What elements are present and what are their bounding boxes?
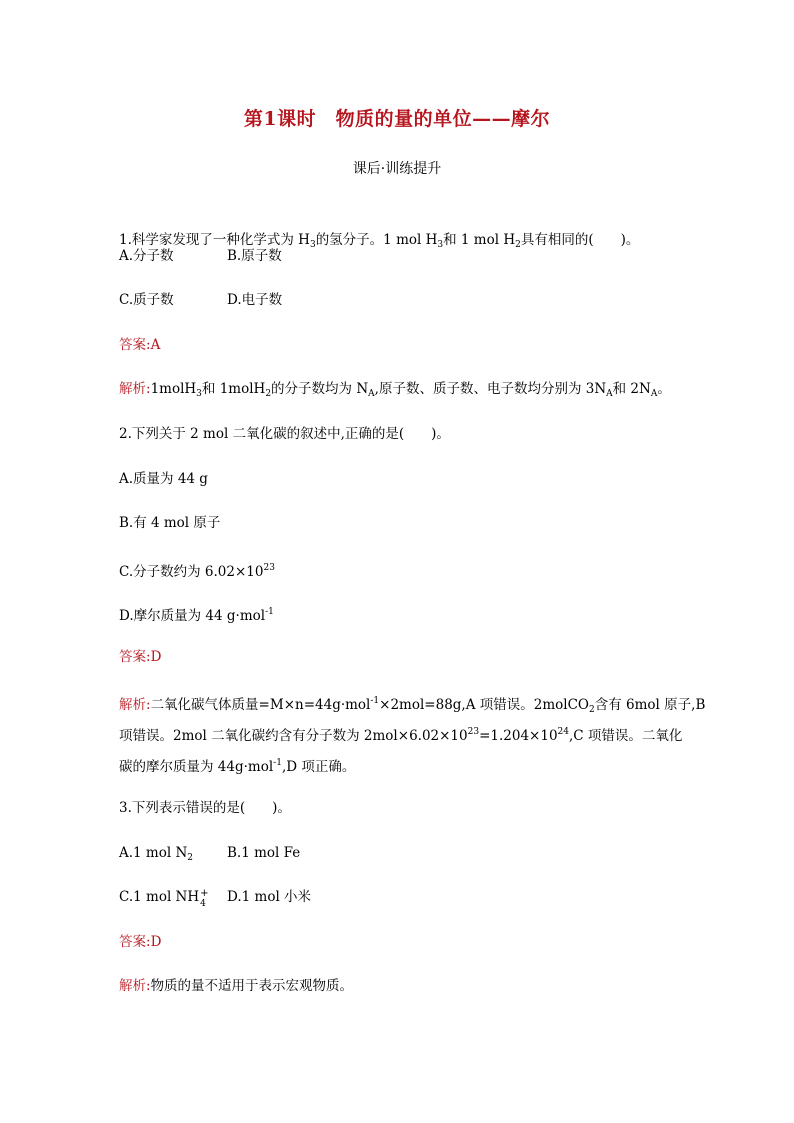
analysis-text: 二氧化碳气体质量=M×n=44g·mol <box>150 697 371 713</box>
q2-option-a: A.质量为 44 g <box>119 471 208 487</box>
q3-option-b: B.1 mol Fe <box>227 845 301 861</box>
analysis-text: =1.204×10 <box>479 728 558 744</box>
analysis-label: 解析: <box>119 381 151 397</box>
ion-charge <box>199 887 211 909</box>
subscript: 3 <box>437 240 444 250</box>
q3-option-c <box>119 888 211 909</box>
page-title: 第1课时 物质的量的单位——摩尔 <box>243 108 551 130</box>
q2-analysis-line-2 <box>119 722 682 746</box>
q2-option-b: B.有 4 mol 原子 <box>119 515 221 531</box>
q1-option-b: B.原子数 <box>227 248 282 264</box>
subscript: 2 <box>187 853 194 863</box>
option-text: D.摩尔质量为 44 g·mol <box>119 608 266 624</box>
q1-options-row-2 <box>119 290 283 310</box>
q1-stem-text: 1.科学家发现了一种化学式为 H <box>119 232 310 248</box>
q3-options-row-2 <box>119 887 312 909</box>
superscript: -1 <box>370 696 380 706</box>
analysis-label: 解析: <box>119 697 151 713</box>
answer-value: A <box>150 337 161 353</box>
analysis-text: 1molH <box>150 381 197 397</box>
q3-option-d: D.1 mol 小米 <box>227 889 312 905</box>
q3-option-a <box>119 845 193 861</box>
analysis-text: 碳的摩尔质量为 44g·mol <box>119 759 274 775</box>
option-text: C.分子数约为 6.02×10 <box>119 564 264 580</box>
superscript: 23 <box>467 727 480 737</box>
page-subtitle: 课后·训练提升 <box>352 161 442 177</box>
superscript: -1 <box>265 607 274 617</box>
q1-stem <box>119 230 639 255</box>
q1-option-c: C.质子数 <box>119 292 174 308</box>
answer-value: D <box>150 649 162 665</box>
option-text: C.1 mol NH <box>119 889 200 905</box>
q1-option-a: A.分子数 <box>119 248 174 264</box>
q1-stem-text: 的氢分子。1 mol H <box>315 232 438 248</box>
analysis-text: 和 2N <box>612 381 651 397</box>
subscript: 2 <box>515 240 521 250</box>
option-text: A.1 mol N <box>119 845 188 861</box>
q1-answer <box>119 335 160 355</box>
subscript: A <box>368 389 375 399</box>
analysis-text: 物质的量不适用于表示宏观物质。 <box>150 978 354 994</box>
analysis-text: 项错误。2mol 二氧化碳约含有分子数为 2mol×6.02×10 <box>119 728 468 744</box>
subscript: 2 <box>265 389 272 399</box>
answer-label: 答案: <box>119 337 151 353</box>
subscript: A <box>606 389 613 399</box>
analysis-text: ×2mol=88g,A 项错误。2molCO <box>379 697 589 713</box>
q1-analysis <box>119 379 671 404</box>
superscript: + <box>200 888 209 899</box>
q1-option-d: D.电子数 <box>227 292 283 308</box>
analysis-text: 的分子数均为 N <box>271 381 369 397</box>
superscript: 23 <box>263 563 275 573</box>
q1-options-row-1 <box>119 246 282 266</box>
answer-label: 答案: <box>119 934 151 950</box>
subscript: 2 <box>589 705 595 715</box>
analysis-text: ,D 项正确。 <box>281 759 356 775</box>
q2-analysis-line-3 <box>119 753 355 777</box>
subscript: A <box>650 389 658 399</box>
q3-analysis <box>119 976 353 996</box>
analysis-text: 含有 6mol 原子,B <box>594 697 706 713</box>
q1-stem-text: 具有相同的( )。 <box>520 232 640 248</box>
subscript: 3 <box>309 240 316 250</box>
q2-answer <box>119 647 161 667</box>
superscript: -1 <box>273 758 282 768</box>
q3-options-row-1 <box>119 843 301 868</box>
analysis-label: 解析: <box>119 978 151 994</box>
q2-analysis-line-1 <box>119 691 705 720</box>
analysis-text: 。 <box>657 381 671 397</box>
analysis-text: ,原子数、质子数、电子数均分别为 3N <box>374 381 607 397</box>
q2-stem: 2.下列关于 2 mol 二氧化碳的叙述中,正确的是( )。 <box>119 426 450 442</box>
q2-option-c <box>119 558 275 582</box>
subscript: 4 <box>200 899 206 909</box>
q1-stem-text: 和 1 mol H <box>443 232 516 248</box>
answer-value: D <box>150 934 162 950</box>
q2-option-d <box>119 602 274 626</box>
subscript: 3 <box>196 389 202 399</box>
answer-label: 答案: <box>119 649 151 665</box>
q3-stem: 3.下列表示错误的是( )。 <box>119 800 291 816</box>
analysis-text: ,C 项错误。二氧化 <box>568 728 683 744</box>
analysis-text: 和 1molH <box>201 381 266 397</box>
superscript: 24 <box>557 727 569 737</box>
q3-answer <box>119 932 161 952</box>
